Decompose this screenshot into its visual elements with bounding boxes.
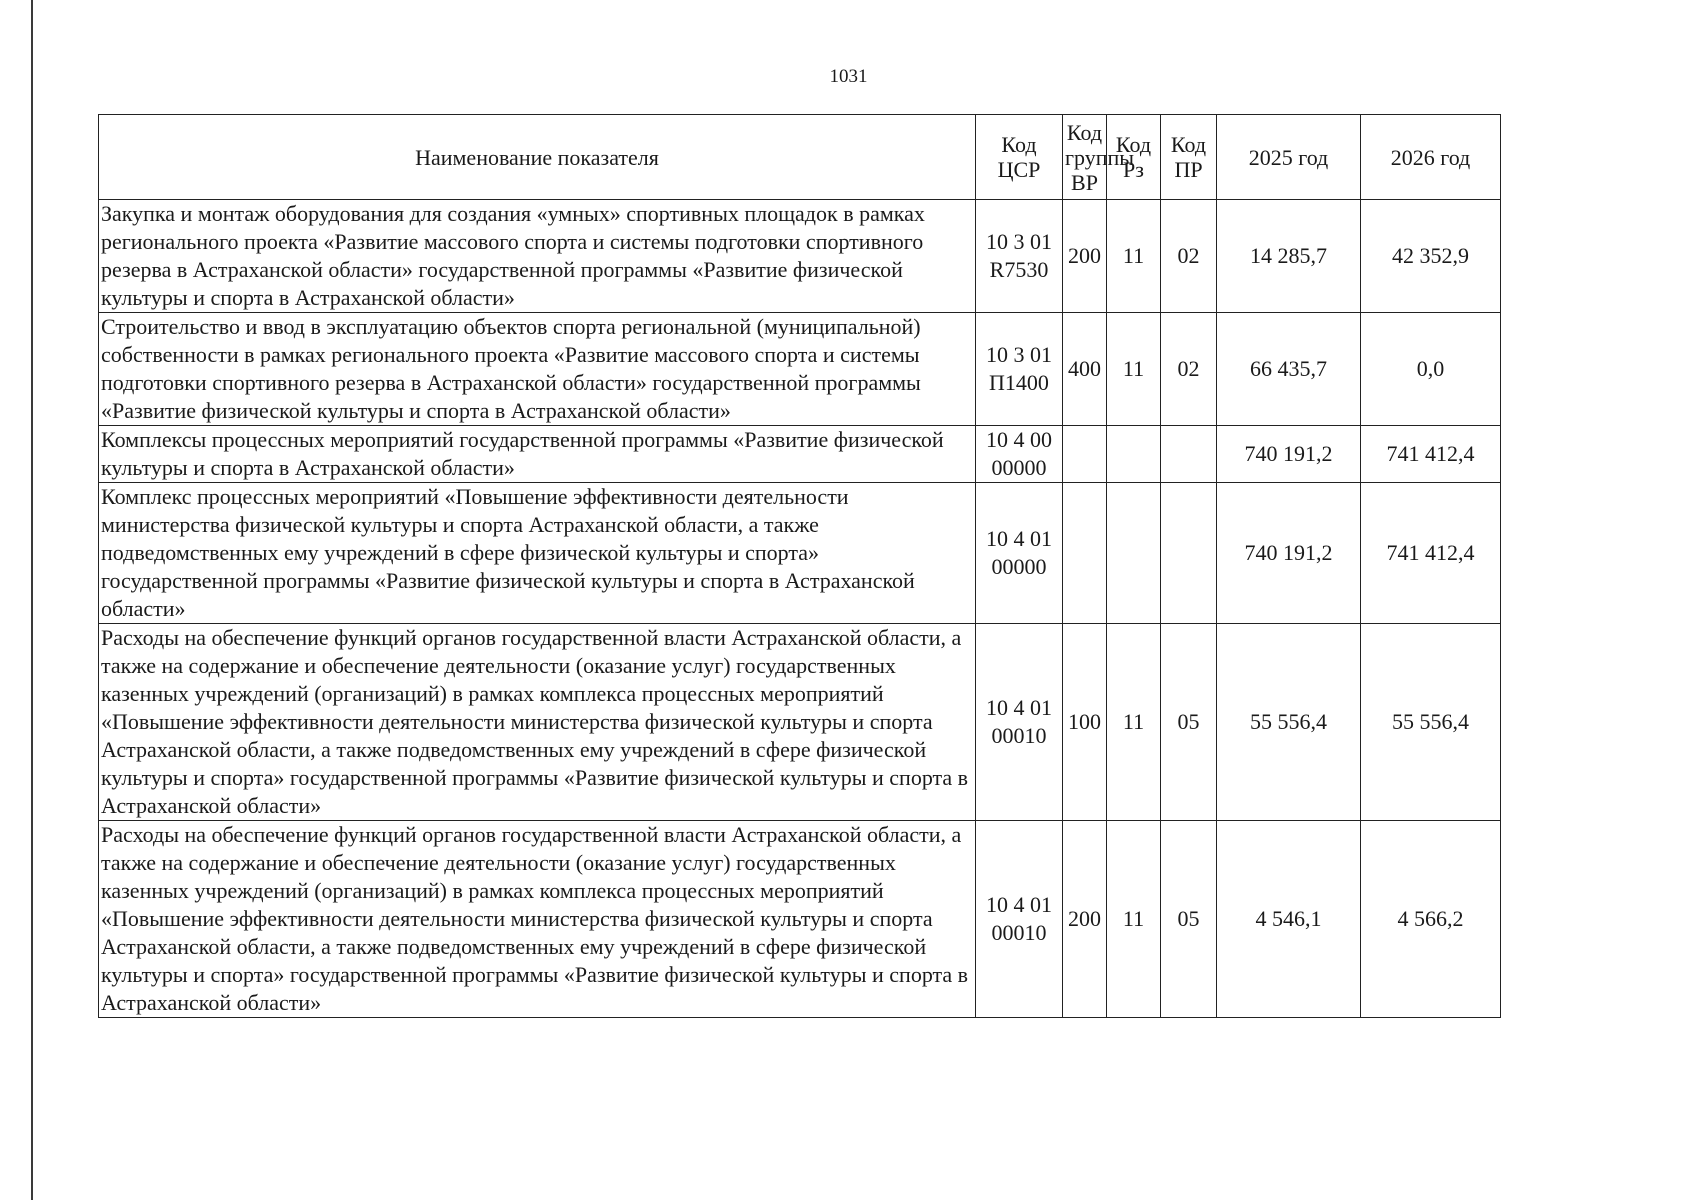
row-2026: 55 556,4: [1361, 624, 1501, 821]
row-rz: 11: [1107, 313, 1161, 426]
row-csr: 10 4 01 00010: [976, 821, 1063, 1018]
table-header: [99, 115, 1640, 200]
row-2025: 740 191,2: [1217, 483, 1361, 624]
table-row: [99, 624, 1640, 821]
row-csr: 10 4 01 00000: [976, 483, 1063, 624]
table-row: [99, 200, 1640, 313]
row-name: Строительство и ввод в эксплуатацию объектов спорта региональной (муниципальной) собственности в рамках регионального проекта «Развитие массового спорта и системы подготовки спортивного резерва в Астраханской области» государственной программы «Развитие физической культуры и спорта в Астраханской области»: [99, 313, 976, 426]
header-2025: 2025 год: [1217, 115, 1361, 200]
row-name: Комплексы процессных мероприятий государственной программы «Развитие физической культуры и спорта в Астраханской области»: [99, 426, 976, 483]
row-2025: 14 285,7: [1217, 200, 1361, 313]
table-row: [99, 313, 1640, 426]
page-number: 1031: [829, 66, 868, 87]
row-2026: 0,0: [1361, 313, 1501, 426]
row-pr: [1161, 426, 1217, 483]
table-row: [99, 483, 1640, 624]
row-pr: 05: [1161, 821, 1217, 1018]
binding-line: [31, 0, 33, 1200]
row-vr: [1063, 483, 1107, 624]
header-pr: [1161, 115, 1217, 200]
table-row: [99, 821, 1640, 1018]
row-vr: 200: [1063, 200, 1107, 313]
header-row: [99, 115, 1640, 200]
row-2026: 4 566,2: [1361, 821, 1501, 1018]
header-rz-line2: Рз: [1123, 157, 1144, 182]
header-pr-line2: ПР: [1174, 157, 1203, 182]
row-csr: 10 3 01 R7530: [976, 200, 1063, 313]
row-name: Комплекс процессных мероприятий «Повышение эффективности деятельности министерства физической культуры и спорта Астраханской области, а также подведомственных ему учреждений в сфере физической культуры и спорта» государственной программы «Развитие физической культуры и спорта в Астраханской области»: [99, 483, 976, 624]
row-vr: 400: [1063, 313, 1107, 426]
row-csr: 10 4 01 00010: [976, 624, 1063, 821]
row-2026: 741 412,4: [1361, 426, 1501, 483]
budget-table: [98, 114, 1640, 1018]
row-2026: 741 412,4: [1361, 483, 1501, 624]
header-vr-line1: Код: [1066, 119, 1103, 145]
row-rz: 11: [1107, 200, 1161, 313]
row-name: Расходы на обеспечение функций органов государственной власти Астраханской области, а также на содержание и обеспечение деятельности (оказание услуг) государственных казенных учреждений (организаций) в рамках комплекса процессных мероприятий «Повышение эффективности деятельности министерства физической культуры и спорта Астраханской области, а также подведомственных ему учреждений в сфере физической культуры и спорта» государственной программы «Развитие физической культуры и спорта в Астраханской области»: [99, 624, 976, 821]
header-vr-line3: ВР: [1071, 169, 1098, 195]
table-body: [99, 200, 1640, 1018]
row-name: Закупка и монтаж оборудования для создания «умных» спортивных площадок в рамках регионального проекта «Развитие массового спорта и системы подготовки спортивного резерва в Астраханской области» государственной программы «Развитие физической культуры и спорта в Астраханской области»: [99, 200, 976, 313]
row-rz: 11: [1107, 624, 1161, 821]
row-rz: [1107, 426, 1161, 483]
row-rz: [1107, 483, 1161, 624]
row-vr: 100: [1063, 624, 1107, 821]
row-2025: 4 546,1: [1217, 821, 1361, 1018]
row-2025: 740 191,2: [1217, 426, 1361, 483]
row-csr: 10 4 00 00000: [976, 426, 1063, 483]
header-pr-line1: Код: [1170, 132, 1207, 157]
row-vr: 200: [1063, 821, 1107, 1018]
table-row: [99, 426, 1640, 483]
row-csr: 10 3 01 П1400: [976, 313, 1063, 426]
row-pr: 02: [1161, 200, 1217, 313]
row-2025: 55 556,4: [1217, 624, 1361, 821]
row-2026: 42 352,9: [1361, 200, 1501, 313]
header-rz-line1: Код: [1115, 132, 1152, 157]
row-pr: 02: [1161, 313, 1217, 426]
header-name: Наименование показателя: [99, 115, 976, 200]
row-name: Расходы на обеспечение функций органов государственной власти Астраханской области, а также на содержание и обеспечение деятельности (оказание услуг) государственных казенных учреждений (организаций) в рамках комплекса процессных мероприятий «Повышение эффективности деятельности министерства физической культуры и спорта Астраханской области, а также подведомственных ему учреждений в сфере физической культуры и спорта» государственной программы «Развитие физической культуры и спорта в Астраханской области»: [99, 821, 976, 1018]
row-pr: [1161, 483, 1217, 624]
header-2026: 2026 год: [1361, 115, 1501, 200]
row-2025: 66 435,7: [1217, 313, 1361, 426]
header-csr: Код ЦСР: [976, 115, 1063, 200]
row-vr: [1063, 426, 1107, 483]
row-pr: 05: [1161, 624, 1217, 821]
header-vr-line2: группы: [1065, 144, 1135, 170]
row-rz: 11: [1107, 821, 1161, 1018]
